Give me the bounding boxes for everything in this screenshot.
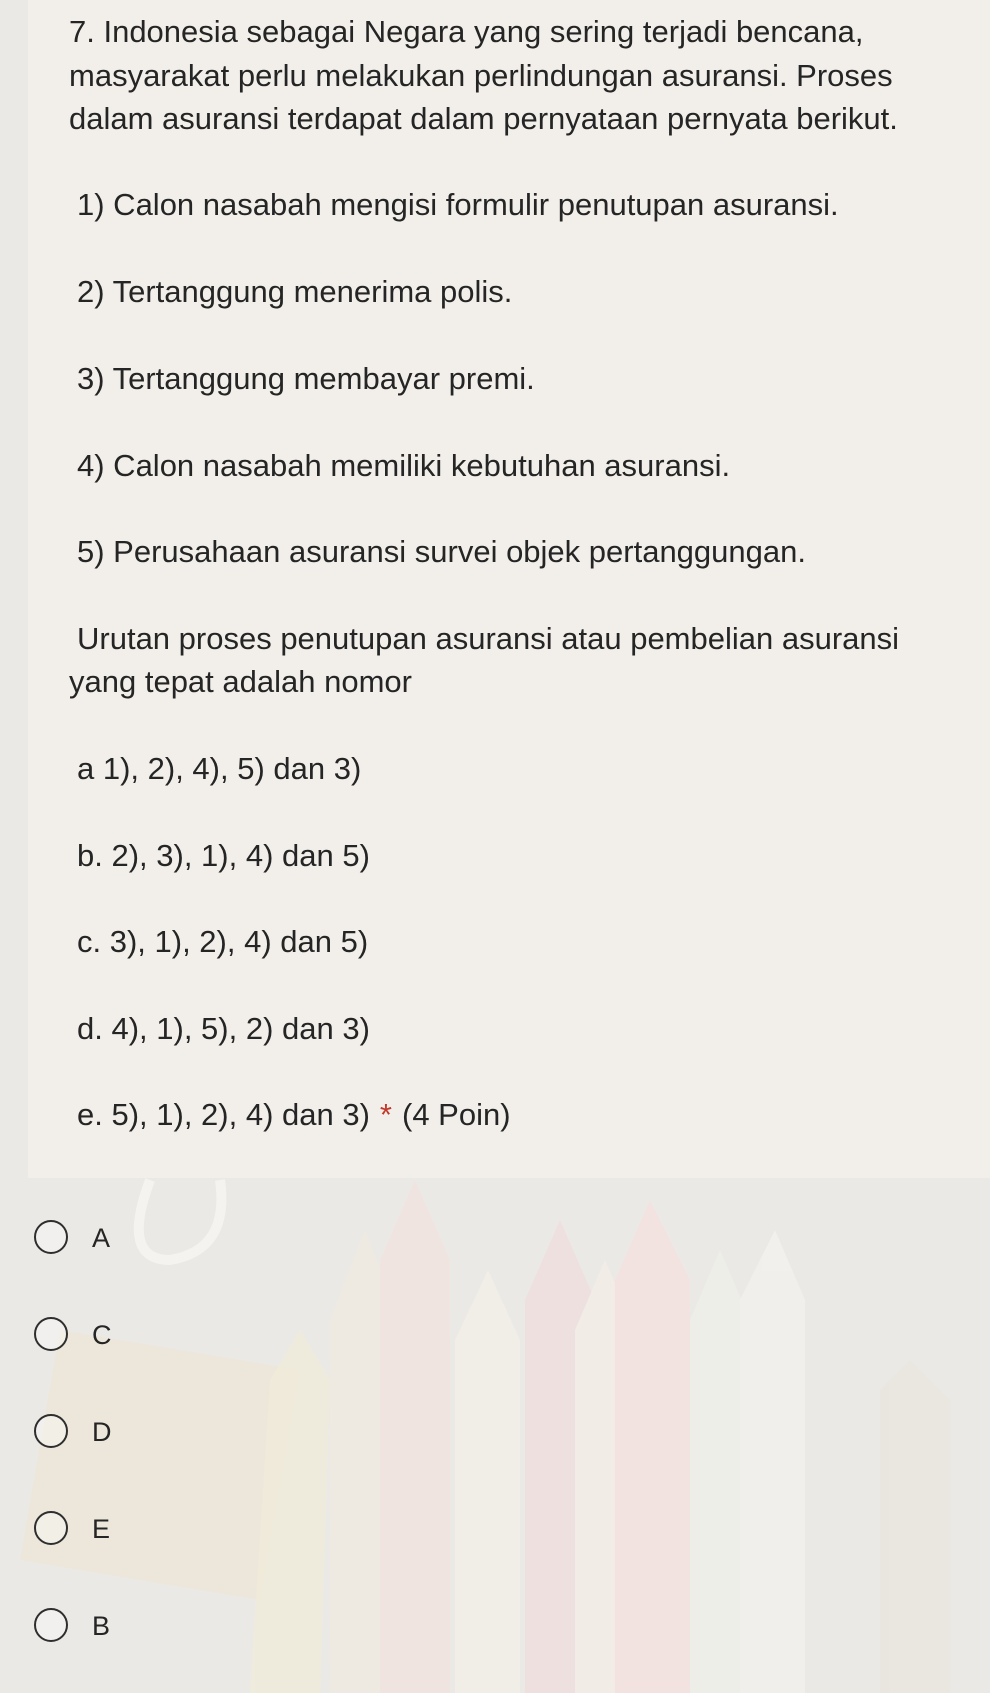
points-label: (4 Poin) bbox=[402, 1097, 511, 1132]
radio-button-icon[interactable] bbox=[34, 1220, 68, 1254]
statement-4: 4) Calon nasabah memiliki kebutuhan asuransi. bbox=[77, 448, 731, 483]
question-title-line-1: 7. Indonesia sebagai Negara yang sering terjadi bencana, bbox=[69, 14, 864, 49]
option-text-b: b. 2), 3), 1), 4) dan 5) bbox=[77, 838, 370, 873]
option-text-d: d. 4), 1), 5), 2) dan 3) bbox=[77, 1011, 370, 1046]
question-title-line-2: masyarakat perlu melakukan perlindungan asuransi. Proses bbox=[69, 58, 893, 93]
statement-3: 3) Tertanggung membayar premi. bbox=[77, 361, 535, 396]
radio-button-icon[interactable] bbox=[34, 1511, 68, 1545]
radio-choice-label: C bbox=[92, 1320, 112, 1350]
radio-choice-label: B bbox=[92, 1611, 111, 1641]
radio-choice-label: D bbox=[92, 1417, 112, 1447]
radio-choice-label: E bbox=[92, 1514, 111, 1544]
option-text-e-label: e. 5), 1), 2), 4) dan 3) bbox=[77, 1097, 370, 1132]
option-text-a: a 1), 2), 4), 5) dan 3) bbox=[77, 751, 362, 786]
radio-button-icon[interactable] bbox=[34, 1608, 68, 1642]
question-title-line-3: dalam asuransi terdapat dalam pernyataan pernyata berikut. bbox=[69, 101, 898, 136]
required-marker: * bbox=[379, 1097, 392, 1132]
prompt-line-1: Urutan proses penutupan asuransi atau pembelian asuransi bbox=[77, 621, 900, 656]
prompt-line-2: yang tepat adalah nomor bbox=[69, 664, 412, 699]
option-text-e bbox=[77, 1095, 511, 1135]
radio-choice-c[interactable] bbox=[30, 1311, 330, 1361]
statement-2: 2) Tertanggung menerima polis. bbox=[77, 274, 513, 309]
radio-button-icon[interactable] bbox=[34, 1317, 68, 1351]
radio-button-icon[interactable] bbox=[34, 1414, 68, 1448]
question-card bbox=[28, 0, 990, 1178]
radio-choice-label: A bbox=[92, 1223, 111, 1253]
radio-choice-a[interactable] bbox=[30, 1214, 330, 1264]
radio-choice-d[interactable] bbox=[30, 1408, 330, 1458]
radio-choice-b[interactable] bbox=[30, 1602, 330, 1652]
statement-1: 1) Calon nasabah mengisi formulir penutupan asuransi. bbox=[77, 187, 839, 222]
radio-choice-e[interactable] bbox=[30, 1505, 330, 1555]
option-text-c: c. 3), 1), 2), 4) dan 5) bbox=[77, 924, 369, 959]
statement-5: 5) Perusahaan asuransi survei objek pertanggungan. bbox=[77, 534, 806, 569]
